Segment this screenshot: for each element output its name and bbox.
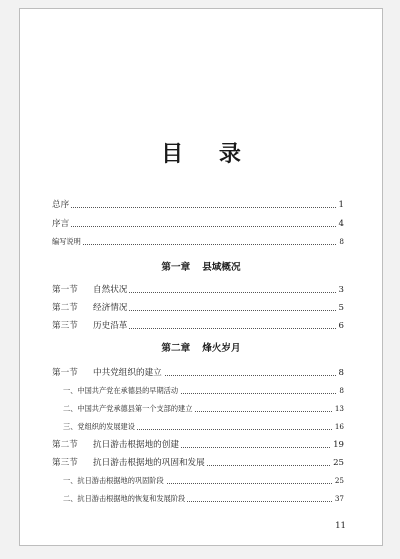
book-page xyxy=(19,8,383,546)
entry-title: 二、中国共产党承德县第一个支部的建立 xyxy=(63,402,194,416)
entry-title: 序言 xyxy=(52,219,70,229)
entry-title: 抗日游击根据地的创建 xyxy=(93,440,179,450)
entry-page: 8 xyxy=(336,366,344,380)
dot-leader xyxy=(52,226,344,227)
entry-title: 中共党组织的建立 xyxy=(93,368,162,378)
entry-page: 6 xyxy=(336,319,344,333)
section-number: 第一节 xyxy=(52,368,78,378)
toc-subentry xyxy=(63,384,344,398)
entry-title: 历史沿革 xyxy=(93,321,128,331)
entry-title: 三、党组织的发展建设 xyxy=(63,420,137,434)
entry-page: 8 xyxy=(336,384,344,398)
page-title: 目 录 xyxy=(161,142,255,167)
entry-page: 1 xyxy=(336,198,344,212)
chapter-title: 烽火岁月 xyxy=(202,343,241,354)
entry-page: 4 xyxy=(336,217,344,231)
toc-entry xyxy=(52,366,344,380)
page-number: 11 xyxy=(335,521,346,531)
entry-title: 抗日游击根据地的巩固和发展 xyxy=(93,458,205,468)
chapter-number: 第二章 xyxy=(161,343,191,354)
dot-leader xyxy=(52,244,344,245)
chapter-heading xyxy=(20,261,382,275)
entry-page: 5 xyxy=(336,301,344,315)
entry-page: 3 xyxy=(336,283,344,297)
chapter-heading xyxy=(20,342,382,356)
toc-entry xyxy=(52,198,344,212)
toc-entry xyxy=(52,438,344,452)
entry-page: 37 xyxy=(332,492,344,506)
chapter-title: 县域概况 xyxy=(202,262,241,273)
entry-page: 16 xyxy=(332,420,344,434)
toc-entry xyxy=(52,217,344,231)
section-number: 第二节 xyxy=(52,303,78,313)
dot-leader xyxy=(52,207,344,208)
toc-entry xyxy=(52,456,344,470)
entry-page: 13 xyxy=(332,402,344,416)
entry-page: 8 xyxy=(336,235,344,249)
entry-title: 总序 xyxy=(52,200,70,210)
toc-entry xyxy=(52,301,344,315)
toc-entry xyxy=(52,235,344,249)
entry-title: 二、抗日游击根据地的恢复和发展阶段 xyxy=(63,492,187,506)
section-number: 第一节 xyxy=(52,285,78,295)
entry-page: 19 xyxy=(330,438,344,452)
entry-title: 自然状况 xyxy=(93,285,128,295)
section-number: 第三节 xyxy=(52,321,78,331)
entry-title: 一、中国共产党在承德县的早期活动 xyxy=(63,384,180,398)
entry-title: 经济情况 xyxy=(93,303,128,313)
entry-title: 编写说明 xyxy=(52,235,83,249)
section-number: 第二节 xyxy=(52,440,78,450)
chapter-number: 第一章 xyxy=(161,262,191,273)
toc-subentry xyxy=(63,474,344,488)
toc-subentry xyxy=(63,402,344,416)
section-number: 第三节 xyxy=(52,458,78,468)
toc-entry xyxy=(52,319,344,333)
toc-entry xyxy=(52,283,344,297)
entry-page: 25 xyxy=(332,474,344,488)
entry-title: 一、抗日游击根据地的巩固阶段 xyxy=(63,474,166,488)
toc-subentry xyxy=(63,492,344,506)
toc-subentry xyxy=(63,420,344,434)
entry-page: 25 xyxy=(330,456,344,470)
